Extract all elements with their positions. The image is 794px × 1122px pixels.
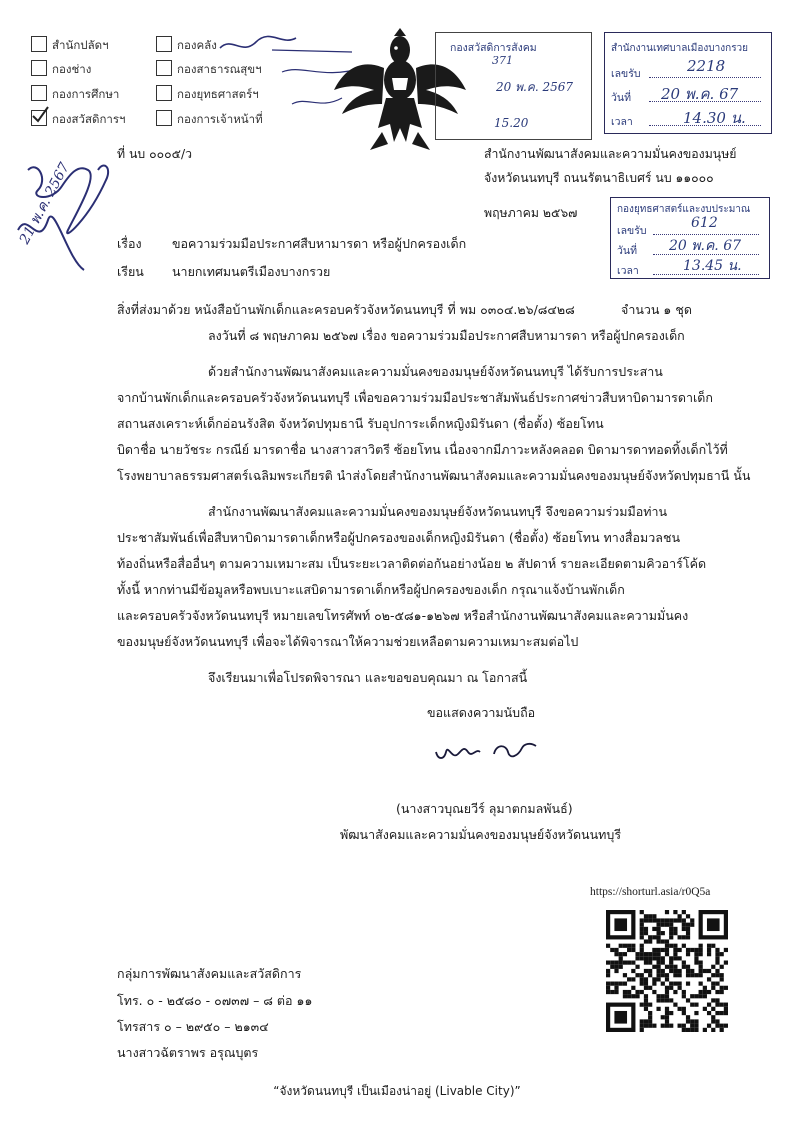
office-name: สำนักงานพัฒนาสังคมและความมั่นคงของมนุษย์ (484, 147, 737, 161)
signer-title: พัฒนาสังคมและความมั่นคงของมนุษย์จังหวัดนนทบุรี (340, 827, 622, 842)
checkbox-label: กองช่าง (52, 62, 92, 76)
paragraph-line: ด้วยสำนักงานพัฒนาสังคมและความมั่นคงของมนุษย์จังหวัดนนทบุรี ได้รับการประสาน (208, 364, 663, 379)
recipient-text: นายกเทศมนตรีเมืองบางกรวย (172, 264, 331, 279)
stamp-number: 371 (492, 54, 513, 67)
contact-officer: นางสาวฉัตราพร อรุณบุตร (117, 1045, 259, 1060)
stamp-receive-label: เลขรับ (617, 225, 647, 237)
handwritten-date: 21 พ.ค. 2567 (16, 160, 73, 247)
subject-text: ขอความร่วมมือประกาศสืบหามารดา หรือผู้ปกครองเด็ก (172, 236, 467, 251)
stamp-date: 20 พ.ค. 2567 (496, 80, 574, 94)
footer-slogan: “จังหวัดนนทบุรี เป็นเมืองน่าอยู่ (Livable City)” (273, 1084, 521, 1098)
stamp-date-label: วันที่ (611, 92, 631, 104)
paragraph-line: ของมนุษย์จังหวัดนนทบุรี เพื่อจะได้พิจารณาให้ความช่วยเหลือตามความเหมาะสมต่อไป (117, 634, 579, 649)
checkbox-welfare[interactable] (31, 110, 47, 126)
checkbox-finance[interactable] (156, 36, 172, 52)
checkbox-public-health[interactable] (156, 60, 172, 76)
enclosure-line: สิ่งที่ส่งมาด้วย หนังสือบ้านพักเด็กและครอบครัวจังหวัดนนทบุรี ที่ พม ๐๓๐๔.๒๖/๘๔๒๘ (117, 302, 575, 317)
checkbox-engineering[interactable] (31, 60, 47, 76)
enclosure-line: ลงวันที่ ๘ พฤษภาคม ๒๕๖๗ เรื่อง ขอความร่วมมือประกาศสืบหามารดา หรือผู้ปกครองเด็ก (208, 328, 685, 343)
stamp-department: กองสวัสดิการสังคม (450, 42, 537, 54)
stamp-time-label: เวลา (611, 116, 633, 128)
recipient-label: เรียน (117, 264, 144, 279)
checkbox-label: กองสวัสดิการฯ (52, 112, 126, 126)
stamp-date-value: 20 พ.ค. 67 (661, 85, 739, 103)
stamp-header: สำนักงานเทศบาลเมืองบางกรวย (611, 43, 749, 54)
enclosure-count: จำนวน ๑ ชุด (621, 302, 692, 317)
qr-code[interactable] (606, 910, 728, 1032)
checkbox-label: กองยุทธศาสตร์ฯ (177, 87, 259, 101)
checkbox-label: กองการศึกษา (52, 87, 120, 101)
stamp-receive-label: เลขรับ (611, 68, 641, 80)
paragraph-line: จากบ้านพักเด็กและครอบครัวจังหวัดนนทบุรี เพื่อขอความร่วมมือประชาสัมพันธ์ประกาศข่าวสืบหาบิดามารดาเด็ก (117, 390, 713, 405)
salutation: ขอแสดงความนับถือ (427, 705, 536, 720)
stamp-date-value: 20 พ.ค. 67 (669, 238, 742, 254)
paragraph-line: โรงพยาบาลธรรมศาสตร์เฉลิมพระเกียรติ นำส่งโดยสำนักงานพัฒนาสังคมและความมั่นคงของมนุษย์จังหวัดปทุมธานี นั้น (117, 468, 751, 483)
stamp-receive-value: 2218 (687, 57, 726, 75)
paragraph-line: สำนักงานพัฒนาสังคมและความมั่นคงของมนุษย์จังหวัดนนทบุรี จึงขอความร่วมมือท่าน (208, 504, 668, 519)
checkbox-label: สำนักปลัดฯ (52, 38, 109, 52)
contact-department: กลุ่มการพัฒนาสังคมและสวัสดิการ (117, 966, 302, 981)
checkbox-office[interactable] (31, 36, 47, 52)
paragraph-line: ประชาสัมพันธ์เพื่อสืบหาบิดามารดาเด็กหรือผู้ปกครองของเด็กหญิงมิรันดา (ชื่อตั้ง) ซ้อยโทน ทางสื่อมวลชน (117, 530, 680, 545)
stamp-time-value: 14.30 น. (683, 109, 746, 127)
letter-date: พฤษภาคม ๒๕๖๗ (484, 206, 578, 220)
checkbox-label: กองสาธารณสุขฯ (177, 62, 262, 76)
stamp-time-value: 13.45 น. (683, 258, 742, 274)
signature (432, 730, 542, 770)
stamp-receive-value: 612 (691, 215, 718, 231)
signer-name: (นางสาวบุณยวีร์ ลุมาตกมลพันธ์) (396, 801, 573, 816)
qr-url[interactable]: https://shorturl.asia/r0Q5a (590, 886, 711, 898)
stamp-time: 15.20 (494, 116, 529, 130)
paragraph-line: สถานสงเคราะห์เด็กอ่อนรังสิต จังหวัดปทุมธานี รับอุปการะเด็กหญิงมิรันดา (ชื่อตั้ง) ซ้อยโทน (117, 416, 604, 431)
received-stamp-strategy (610, 197, 770, 279)
contact-fax: โทรสาร ๐ – ๒๙๕๐ – ๒๑๓๔ (117, 1019, 269, 1034)
paragraph-line: บิดาชื่อ นายวัชระ กรณีย์ มารดาชื่อ นางสาวสาวิตรี ซ้อยโทน เนื่องจากมีภาวะหลังคลอด บิดามารดาทอดทิ้งเด็กไว้ที่ (117, 442, 728, 457)
closing-text: จึงเรียนมาเพื่อโปรดพิจารณา และขอขอบคุณมา ณ โอกาสนี้ (208, 670, 528, 685)
checkbox-personnel[interactable] (156, 110, 172, 126)
checkbox-label: กองคลัง (177, 38, 217, 52)
subject-label: เรื่อง (117, 236, 142, 251)
checkbox-education[interactable] (31, 85, 47, 101)
checkbox-strategy[interactable] (156, 85, 172, 101)
checkmark-icon (31, 106, 49, 124)
received-stamp-welfare (435, 32, 592, 140)
office-address: จังหวัดนนทบุรี ถนนรัตนาธิเบศร์ นบ ๑๑๐๐๐ (484, 171, 714, 185)
paragraph-line: ท้องถิ่นหรือสื่ออื่นๆ ตามความเหมาะสม เป็นระยะเวลาติดต่อกันอย่างน้อย ๒ สัปดาห์ รายละเอียดตามคิวอาร์โค้ด (117, 556, 707, 571)
stamp-header: กองยุทธศาสตร์และงบประมาณ (617, 204, 751, 215)
contact-phone: โทร. ๐ - ๒๕๘๐ - ๐๗๓๗ – ๘ ต่อ ๑๑ (117, 993, 313, 1008)
stamp-date-label: วันที่ (617, 245, 637, 257)
paragraph-line: ทั้งนี้ หากท่านมีข้อมูลหรือพบเบาะแสบิดามารดาเด็กหรือผู้ปกครองของเด็ก กรุณาแจ้งบ้านพักเด็ก (117, 582, 625, 597)
received-stamp-municipality (604, 32, 772, 134)
paragraph-line: และครอบครัวจังหวัดนนทบุรี หมายเลขโทรศัพท์ ๐๒-๕๘๑-๑๒๖๗ หรือสำนักงานพัฒนาสังคมและความมั่นคง (117, 608, 689, 623)
dotted-line (649, 77, 761, 78)
stamp-time-label: เวลา (617, 265, 639, 277)
document-number: ที่ นบ ๐๐๐๕/ว (117, 147, 193, 161)
checkbox-label: กองการเจ้าหน้าที่ (177, 112, 263, 126)
